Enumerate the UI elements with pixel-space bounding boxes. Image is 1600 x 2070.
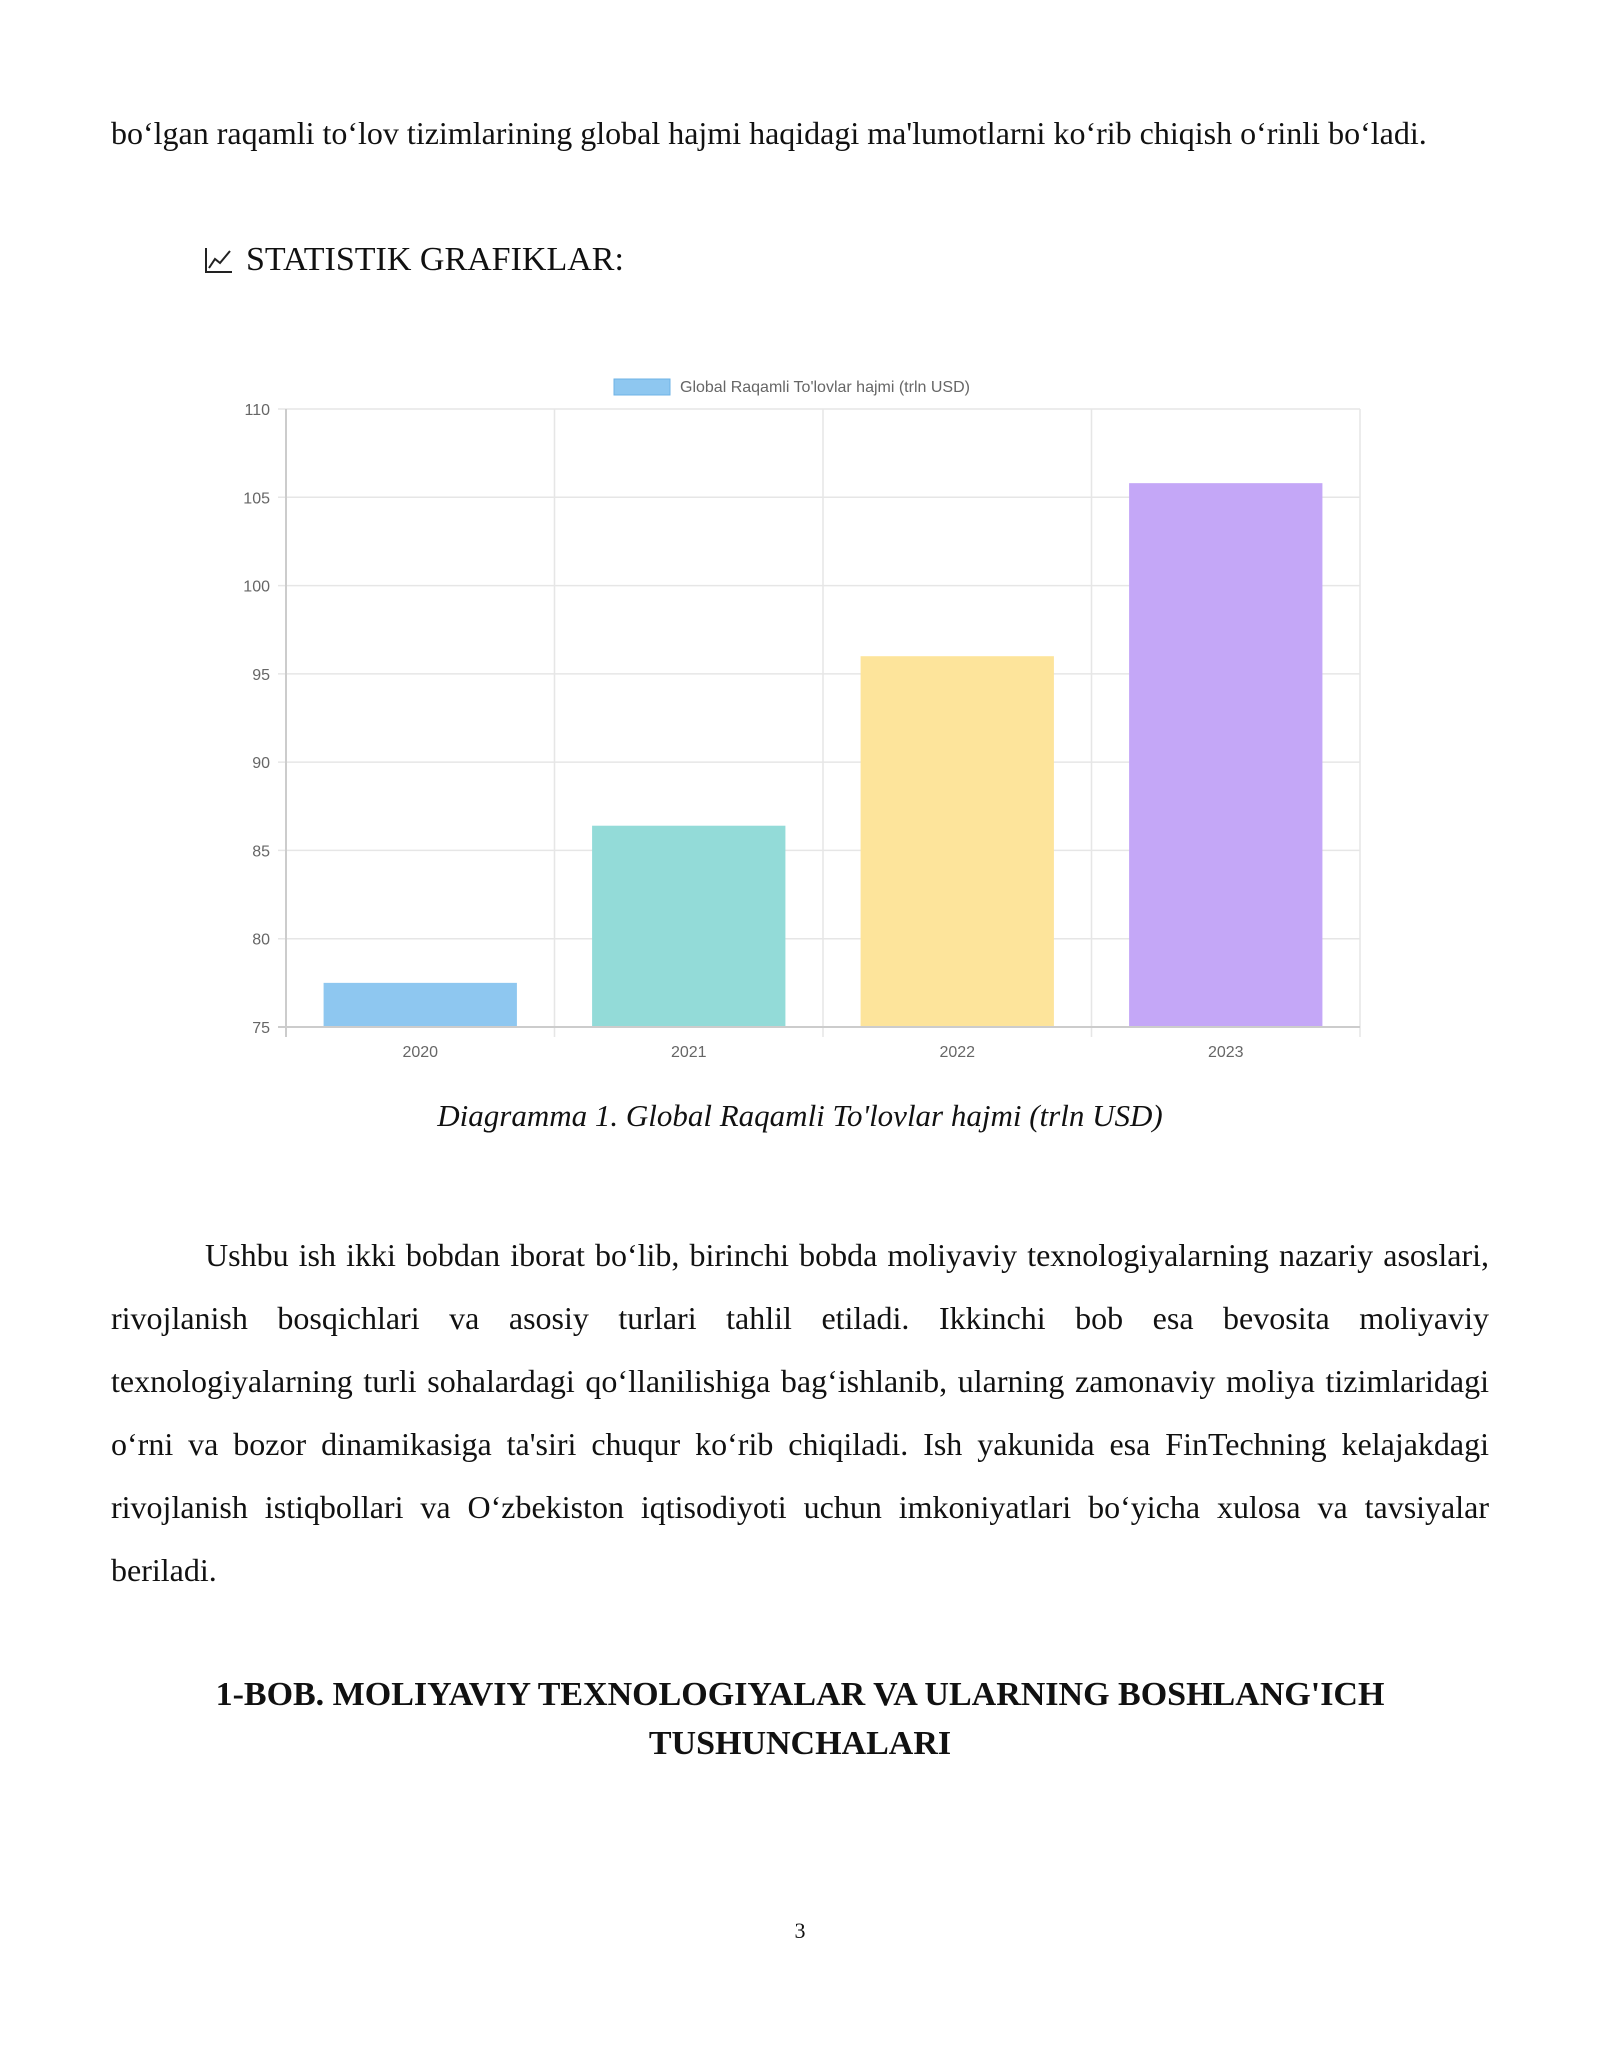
- page-number: 3: [794, 1918, 806, 1943]
- chart-caption: Diagramma 1. Global Raqamli To'lovlar hajmi (trln USD): [437, 1098, 1163, 1133]
- bar-2021: [592, 826, 785, 1027]
- y-tick-label: 105: [243, 490, 270, 508]
- chapter-heading: [100, 1670, 1500, 1768]
- bar-2020: [324, 983, 517, 1027]
- y-tick-label: 95: [252, 666, 270, 684]
- x-tick-label: 2022: [939, 1044, 976, 1061]
- x-tick-label: 2023: [1207, 1044, 1244, 1061]
- y-tick-label: 80: [252, 931, 270, 949]
- legend-label: Global Raqamli To'lovlar hajmi (trln USD): [680, 379, 970, 396]
- y-tick-label: 110: [244, 402, 270, 419]
- bar-2023: [1129, 483, 1322, 1027]
- chapter-heading-line2: TUSHUNCHALARI: [648, 1725, 952, 1762]
- body-paragraph: Ushbu ish ikki bobdan iborat boʻlib, birinchi bobda moliyaviy texnologiyalarning nazariy asoslari, rivojlanish bosqichlari va asosiy turlari tahlil etiladi. Ikkinchi bob esa bevosita moliyaviy texnologiyalarning turli sohalardagi qoʻllanilishiga bagʻishlanib, ularning zamonaviy moliya tizimlaridagi oʻrni va bozor dinamikasiga ta'siri chuqur koʻrib chiqiladi. Ish yakunida esa FinTechning kelajakdagi rivojlanish istiqbollari va Oʻzbekiston iqtisodiyoti uchun imkoniyatlari boʻyicha xulosa va tavsiyalar beriladi.: [111, 1237, 1489, 1588]
- chart-legend: [614, 379, 970, 396]
- y-tick-label: 75: [252, 1020, 270, 1037]
- intro-paragraph: boʻlgan raqamli toʻlov tizimlarining global hajmi haqidagi ma'lumotlarni koʻrib chiqish oʻrinli boʻladi.: [111, 115, 1427, 151]
- y-tick-label: 90: [252, 755, 270, 773]
- chart-increasing-icon: [204, 246, 234, 274]
- y-tick-label: 85: [252, 843, 270, 861]
- legend-swatch: [614, 379, 670, 395]
- bar-chart: [230, 365, 1370, 1075]
- chapter-heading-line1: 1-BOB. MOLIYAVIY TEXNOLOGIYALAR VA ULARNING BOSHLANG'ICH: [215, 1676, 1385, 1713]
- section-heading: [204, 230, 624, 290]
- y-tick-label: 100: [243, 578, 270, 596]
- x-tick-label: 2020: [402, 1044, 439, 1061]
- x-tick-label: 2021: [670, 1044, 707, 1061]
- bar-2022: [861, 656, 1054, 1027]
- section-label: STATISTIK GRAFIKLAR:: [246, 241, 624, 278]
